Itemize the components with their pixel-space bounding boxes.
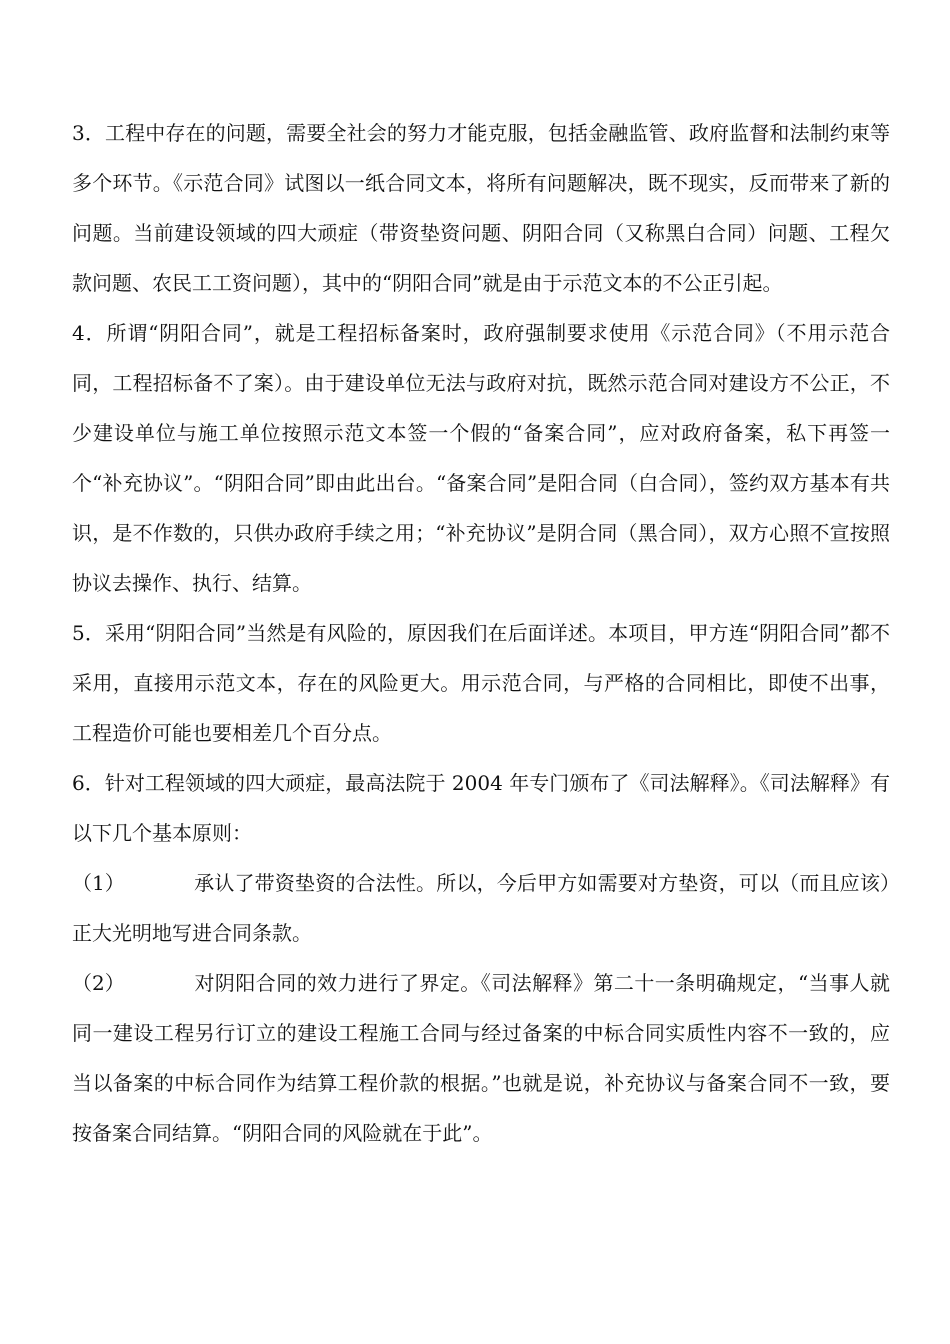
paragraph-number: 5． (72, 621, 105, 645)
subitem-text: 承认了带资垫资的合法性。所以，今后甲方如需要对方垫资，可以（而且应该）正大光明地写进合同条款。 (72, 871, 890, 945)
subitem-2 (72, 958, 890, 1158)
paragraph-6 (72, 758, 890, 858)
document-page (72, 108, 890, 1158)
paragraph-text: 采用“阴阳合同”当然是有风险的，原因我们在后面详述。本项目，甲方连“阴阳合同”都不采用，直接用示范文本，存在的风险更大。用示范合同，与严格的合同相比，即使不出事，工程造价可能也要相差几个百分点。 (72, 621, 890, 745)
paragraph-5 (72, 608, 890, 758)
subitem-number: （2） (72, 971, 125, 995)
paragraph-number: 6． (72, 771, 105, 795)
subitem-1 (72, 858, 890, 958)
paragraph-3 (72, 108, 890, 308)
paragraph-4 (72, 308, 890, 608)
paragraph-number: 4． (72, 321, 107, 345)
paragraph-text: 所谓“阴阳合同”，就是工程招标备案时，政府强制要求使用《示范合同》（不用示范合同，工程招标备不了案）。由于建设单位无法与政府对抗，既然示范合同对建设方不公正，不少建设单位与施工单位按照示范文本签一个假的“备案合同”，应对政府备案，私下再签一个“补充协议”。“阴阳合同”即由此出台。“备案合同”是阳合同（白合同），签约双方基本有共识，是不作数的，只供办政府手续之用；“补充协议”是阴合同（黑合同），双方心照不宣按照协议去操作、执行、结算。 (72, 321, 890, 595)
paragraph-number: 3． (72, 121, 105, 145)
subitem-text: 对阴阳合同的效力进行了界定。《司法解释》第二十一条明确规定，“当事人就同一建设工程另行订立的建设工程施工合同与经过备案的中标合同实质性内容不一致的，应当以备案的中标合同作为结算工程价款的根据。”也就是说，补充协议与备案合同不一致，要按备案合同结算。“阴阳合同的风险就在于此”。 (72, 971, 890, 1145)
subitem-number: （1） (72, 871, 125, 895)
paragraph-text: 工程中存在的问题，需要全社会的努力才能克服，包括金融监管、政府监督和法制约束等多个环节。《示范合同》试图以一纸合同文本，将所有问题解决，既不现实，反而带来了新的问题。当前建设领域的四大顽症（带资垫资问题、阴阳合同（又称黑白合同）问题、工程欠款问题、农民工工资问题），其中的“阴阳合同”就是由于示范文本的不公正引起。 (72, 121, 891, 295)
paragraph-text: 针对工程领域的四大顽症，最高法院于 2004 年专门颁布了《司法解释》。《司法解释》有以下几个基本原则： (72, 771, 890, 845)
